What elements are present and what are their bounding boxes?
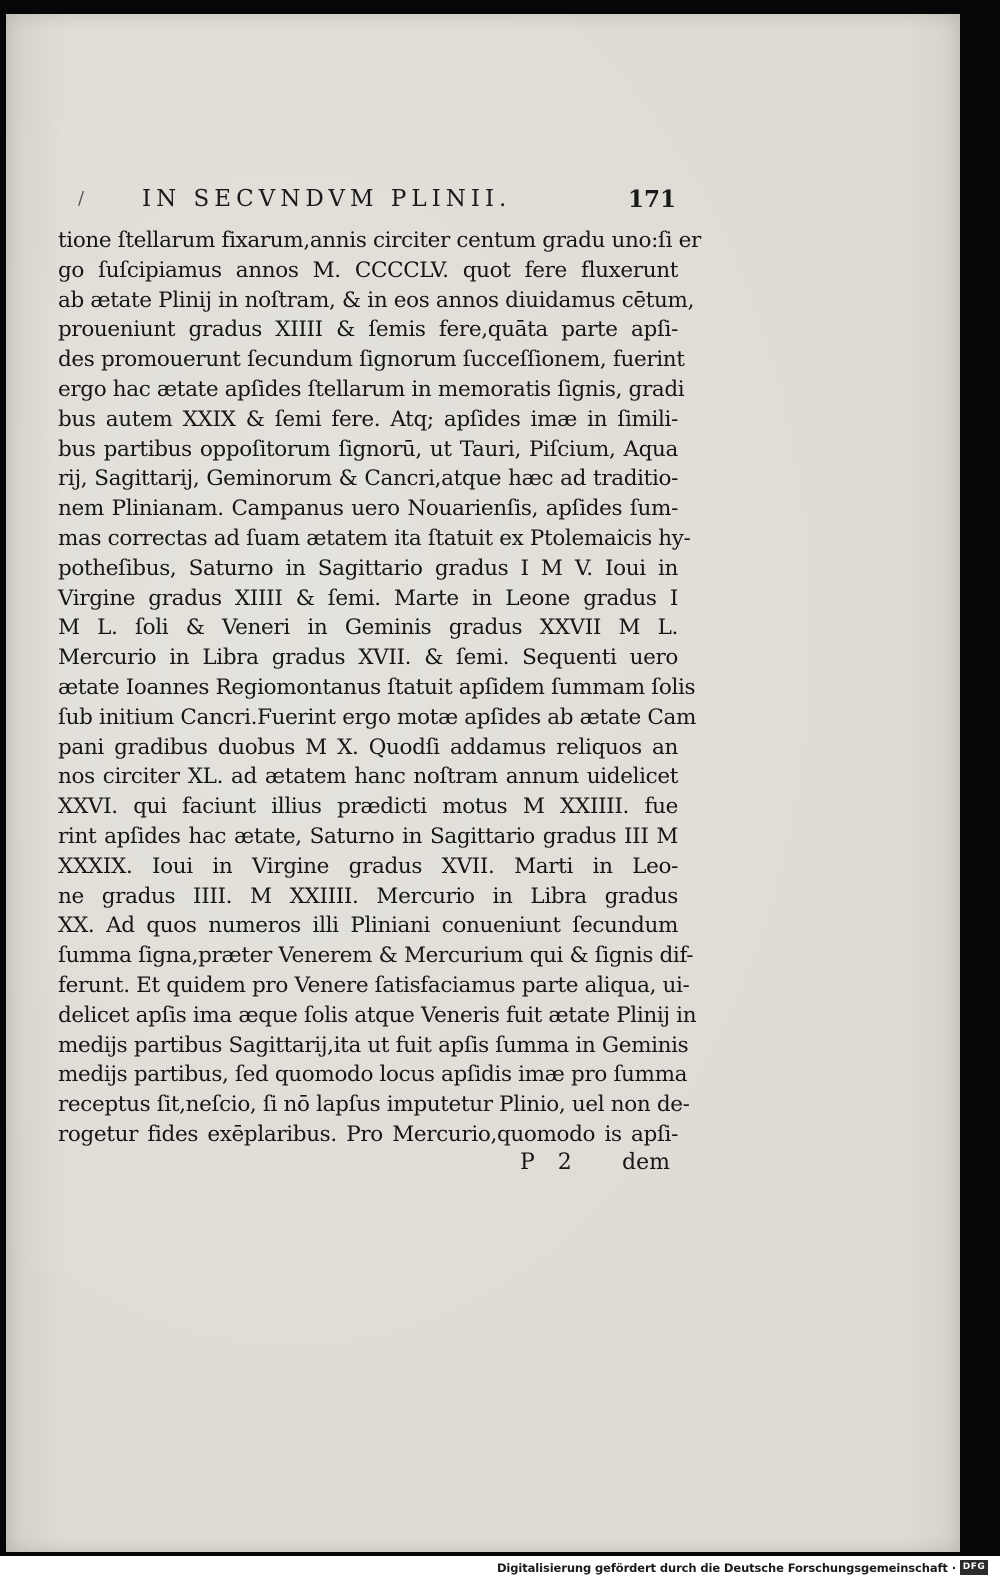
text-line: rogetur fides exēplaribus. Pro Mercurio,quomodo is apſi- xyxy=(58,1121,678,1147)
text-line: ergo hac ætate apſides ſtellarum in memoratis ſignis, gradi xyxy=(58,376,685,402)
funding-credit: Digitalisierung gefördert durch die Deutsche Forschungsgemeinschaft · xyxy=(496,1561,956,1575)
text-line: tione ſtellarum fixarum,annis circiter centum gradu uno:ſi er xyxy=(58,228,701,253)
catchword: dem xyxy=(622,1150,670,1175)
text-line: des promouerunt ſecundum ſignorum ſucceſſionem, fuerint xyxy=(58,347,685,373)
text-line: XXVI. qui faciunt illius prædicti motus M XXIIII. fue xyxy=(58,794,678,820)
text-line: potheſibus, Saturno in Sagittario gradus I M V. Ioui in xyxy=(58,555,678,581)
text-line: go ſuſcipiamus annos M. CCCCLV. quot fere fluxerunt xyxy=(58,257,678,283)
text-line: pani gradibus duobus M X. Quodſi addamus reliquos an xyxy=(58,734,678,760)
dfg-logo-icon: DFG xyxy=(960,1560,988,1575)
text-line: rint apſides hac ætate, Saturno in Sagittario gradus III M xyxy=(58,823,678,849)
text-line: bus autem XXIX & ſemi fere. Atq; apſides imæ in ſimili- xyxy=(58,406,678,432)
text-line: nos circiter XL. ad ætatem hanc noſtram annum uidelicet xyxy=(58,764,678,790)
digitization-footer xyxy=(0,1556,1000,1581)
running-head-title: IN SECVNDVM PLINII. xyxy=(142,186,512,212)
signature-mark: P 2 xyxy=(520,1150,572,1175)
text-line: mas correctas ad ſuam ætatem ita ſtatuit ex Ptolemaicis hy- xyxy=(58,525,691,551)
folio-number: 171 xyxy=(627,186,676,213)
catchline xyxy=(58,1150,670,1180)
text-line: Mercurio in Libra gradus XVII. & ſemi. Sequenti uero xyxy=(58,645,678,671)
text-line: delicet apſis ima æque ſolis atque Veneris fuit ætate Plinij in xyxy=(58,1002,697,1028)
book-page xyxy=(6,14,960,1552)
running-head-mark: / xyxy=(78,188,85,209)
text-line: rij, Sagittarij, Geminorum & Cancri,atque hæc ad traditio- xyxy=(58,466,678,492)
text-line: XX. Ad quos numeros illi Pliniani conueniunt ſecundum xyxy=(58,913,678,939)
text-line: ferunt. Et quidem pro Venere ſatisfaciamus parte aliqua, ui- xyxy=(58,972,690,998)
text-line: ætate Ioannes Regiomontanus ſtatuit apſidem ſummam ſolis xyxy=(58,674,696,700)
text-line: ne gradus IIII. M XXIIII. Mercurio in Libra gradus xyxy=(58,883,678,909)
text-line: receptus ſit,neſcio, ſi nō lapſus imputetur Plinio, uel non de- xyxy=(58,1092,690,1118)
body-text xyxy=(58,226,701,1150)
text-line: nem Plinianam. Campanus uero Nouarienſis, apſides ſum- xyxy=(58,496,678,522)
text-line: medijs partibus Sagittarij,ita ut fuit apſis ſumma in Geminis xyxy=(58,1032,689,1058)
text-line: ſumma ſigna,præter Venerem & Mercurium qui & ſignis dif- xyxy=(58,943,694,969)
text-line: XXXIX. Ioui in Virgine gradus XVII. Marti in Leo- xyxy=(58,853,678,879)
text-line: proueniunt gradus XIIII & ſemis fere,quāta parte apſi- xyxy=(58,317,678,343)
running-head xyxy=(56,186,686,222)
text-line: medijs partibus, ſed quomodo locus apſidis imæ pro ſumma xyxy=(58,1062,688,1088)
text-line: ab ætate Plinij in noſtram, & in eos annos diuidamus cētum, xyxy=(58,287,695,313)
text-line: M L. ſoli & Veneri in Geminis gradus XXVII M L. xyxy=(58,615,678,641)
text-line: bus partibus oppoſitorum ſignorū, ut Tauri, Piſcium, Aqua xyxy=(58,436,678,462)
text-line: Virgine gradus XIIII & ſemi. Marte in Leone gradus I xyxy=(58,585,678,611)
text-line: ſub initium Cancri.Fuerint ergo motæ apſides ab ætate Cam xyxy=(58,704,697,730)
